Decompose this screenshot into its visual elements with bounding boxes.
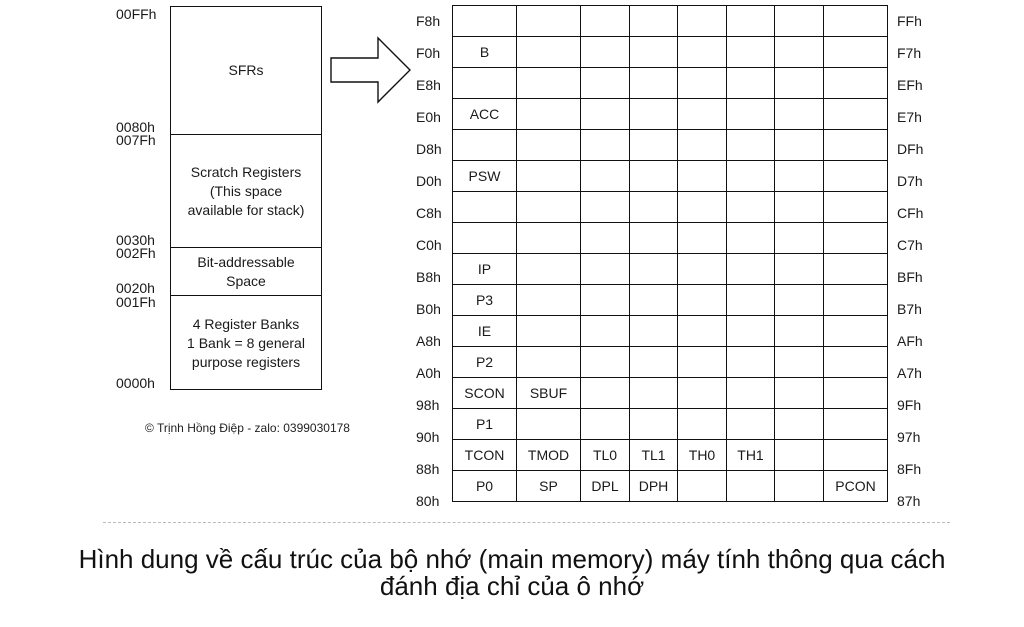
sfr-cell <box>678 285 727 316</box>
sfr-cell: P2 <box>453 347 517 378</box>
sfr-address-end: 87h <box>897 493 921 509</box>
sfr-row <box>453 161 888 192</box>
sfr-cell <box>824 378 888 409</box>
register-banks-line-2: 1 Bank = 8 general <box>187 335 305 351</box>
sfr-cell <box>727 68 775 99</box>
sfr-cell <box>581 37 630 68</box>
sfr-cell <box>775 6 824 37</box>
sfr-cell <box>727 316 775 347</box>
sfr-cell <box>630 347 678 378</box>
sfr-address-start: 98h <box>416 397 440 413</box>
addr-007fh: 007Fh <box>116 132 156 148</box>
sfr-row <box>453 192 888 223</box>
sfr-address-end: DFh <box>897 141 924 157</box>
sfr-cell <box>630 378 678 409</box>
addr-002fh: 002Fh <box>116 245 156 261</box>
sfr-cell <box>678 161 727 192</box>
scratch-line-3: available for stack) <box>187 201 305 218</box>
sfr-row <box>453 37 888 68</box>
sfr-cell: P3 <box>453 285 517 316</box>
sfr-cell <box>630 192 678 223</box>
sfr-cell <box>581 223 630 254</box>
sfr-address-end: BFh <box>897 269 923 285</box>
sfr-cell <box>630 6 678 37</box>
sfr-cell <box>630 161 678 192</box>
sfr-table <box>452 5 888 502</box>
sfr-cell <box>581 161 630 192</box>
sfr-cell <box>824 440 888 471</box>
sfr-cell: TL0 <box>581 440 630 471</box>
sfr-cell <box>678 378 727 409</box>
sfr-row <box>453 68 888 99</box>
sfr-cell <box>824 316 888 347</box>
sfr-row <box>453 130 888 161</box>
bit-addressable-section <box>171 248 321 296</box>
sfr-cell <box>824 409 888 440</box>
sfr-address-end: CFh <box>897 205 924 221</box>
sfr-cell <box>727 409 775 440</box>
sfr-cell <box>581 254 630 285</box>
sfr-cell: PCON <box>824 471 888 502</box>
sfr-cell <box>630 130 678 161</box>
sfr-address-start: 90h <box>416 429 440 445</box>
sfr-cell <box>678 99 727 130</box>
sfr-cell <box>630 223 678 254</box>
bit-addressable-line-1: Bit-addressable <box>197 253 295 270</box>
sfr-address-start: D0h <box>416 173 442 189</box>
sfr-address-start: B8h <box>416 269 441 285</box>
sfr-cell <box>581 192 630 223</box>
sfr-cell: PSW <box>453 161 517 192</box>
sfr-cell <box>727 37 775 68</box>
sfr-cell: DPH <box>630 471 678 502</box>
sfr-cell <box>581 6 630 37</box>
sfr-cell <box>678 316 727 347</box>
sfr-address-end: A7h <box>897 365 922 381</box>
sfr-row <box>453 378 888 409</box>
sfr-address-start: E8h <box>416 77 441 93</box>
sfr-cell <box>678 254 727 285</box>
scratch-line-2: (This space <box>209 182 283 199</box>
sfr-address-start: B0h <box>416 301 441 317</box>
sfr-cell <box>453 6 517 37</box>
sfr-cell: TMOD <box>517 440 581 471</box>
sfr-address-start: A8h <box>416 333 441 349</box>
sfr-cell <box>824 223 888 254</box>
sfr-address-start: 80h <box>416 493 440 509</box>
sfr-cell <box>775 409 824 440</box>
sfr-cell <box>678 223 727 254</box>
sfr-cell <box>824 130 888 161</box>
sfr-cell <box>824 161 888 192</box>
sfr-cell: B <box>453 37 517 68</box>
sfr-address-end: FFh <box>897 13 922 29</box>
sfr-address-end: 97h <box>897 429 921 445</box>
scratch-registers-section <box>171 135 321 248</box>
sfr-cell <box>775 440 824 471</box>
sfr-address-end: AFh <box>897 333 923 349</box>
caption-line-1: Hình dung về cấu trúc của bộ nhớ (main memory) máy tính thông qua cách <box>78 544 946 574</box>
sfr-address-end: B7h <box>897 301 922 317</box>
sfr-cell <box>824 68 888 99</box>
sfr-cell <box>678 130 727 161</box>
sfr-cell <box>678 471 727 502</box>
sfr-cell <box>775 223 824 254</box>
sfr-cell <box>727 347 775 378</box>
sfr-address-start: E0h <box>416 109 441 125</box>
sfr-cell <box>630 409 678 440</box>
sfr-cell <box>517 161 581 192</box>
sfr-cell <box>581 409 630 440</box>
sfrs-section <box>171 7 321 135</box>
sfr-address-end: E7h <box>897 109 922 125</box>
sfr-cell <box>630 316 678 347</box>
sfr-cell <box>581 68 630 99</box>
bit-addressable-line-2: Space <box>226 272 266 289</box>
sfr-cell <box>517 223 581 254</box>
sfr-cell <box>727 254 775 285</box>
addr-001fh: 001Fh <box>116 294 156 310</box>
sfr-cell <box>517 409 581 440</box>
sfr-cell <box>727 471 775 502</box>
sfr-row <box>453 6 888 37</box>
sfr-cell <box>775 285 824 316</box>
caption-line-2: đánh địa chỉ của ô nhớ <box>379 571 645 601</box>
sfr-cell <box>775 37 824 68</box>
sfr-row <box>453 440 888 471</box>
sfr-cell <box>824 192 888 223</box>
sfr-cell <box>727 192 775 223</box>
addr-00ffh: 00FFh <box>116 6 157 22</box>
sfr-cell <box>678 68 727 99</box>
sfr-cell <box>775 99 824 130</box>
sfr-cell <box>453 68 517 99</box>
sfr-address-end: 8Fh <box>897 461 922 477</box>
sfr-cell <box>824 37 888 68</box>
register-banks-line-3: purpose registers <box>191 354 301 370</box>
sfr-cell <box>678 37 727 68</box>
sfr-cell <box>517 68 581 99</box>
copyright-note: © Trịnh Hồng Điệp - zalo: 0399030178 <box>145 421 350 435</box>
sfr-cell: P1 <box>453 409 517 440</box>
arrow-right-icon <box>328 36 414 104</box>
sfr-cell <box>824 285 888 316</box>
sfr-cell <box>581 378 630 409</box>
sfr-row <box>453 471 888 502</box>
sfr-address-start: 88h <box>416 461 440 477</box>
sfr-row <box>453 99 888 130</box>
sfr-address-end: 9Fh <box>897 397 922 413</box>
sfrs-label: SFRs <box>228 62 264 78</box>
sfr-cell: TH1 <box>727 440 775 471</box>
sfr-cell: P0 <box>453 471 517 502</box>
sfr-cell <box>581 99 630 130</box>
sfr-row <box>453 316 888 347</box>
sfr-cell <box>775 161 824 192</box>
sfr-cell <box>727 130 775 161</box>
sfr-row <box>453 254 888 285</box>
sfr-cell <box>581 316 630 347</box>
sfr-cell <box>517 99 581 130</box>
sfr-address-start: D8h <box>416 141 442 157</box>
sfr-address-end: EFh <box>897 77 923 93</box>
sfr-address-start: A0h <box>416 365 441 381</box>
sfr-cell: SP <box>517 471 581 502</box>
sfr-address-end: F7h <box>897 45 922 61</box>
sfr-row <box>453 223 888 254</box>
register-banks-section <box>171 296 321 391</box>
sfr-cell <box>824 99 888 130</box>
sfr-cell <box>517 6 581 37</box>
scratch-line-1: Scratch Registers <box>190 163 302 180</box>
sfr-cell <box>630 68 678 99</box>
sfr-cell <box>678 192 727 223</box>
sfr-cell <box>630 37 678 68</box>
addr-0020h: 0020h <box>116 280 155 296</box>
sfr-cell <box>678 6 727 37</box>
sfr-cell <box>775 192 824 223</box>
sfr-cell <box>727 378 775 409</box>
addr-0000h: 0000h <box>116 375 155 391</box>
sfr-cell <box>775 130 824 161</box>
sfr-cell <box>517 130 581 161</box>
sfr-address-start: C8h <box>416 205 442 221</box>
sfr-cell <box>775 68 824 99</box>
sfr-cell <box>824 254 888 285</box>
divider <box>103 522 950 523</box>
sfr-cell <box>775 471 824 502</box>
sfr-cell: TCON <box>453 440 517 471</box>
sfr-row <box>453 285 888 316</box>
sfr-cell <box>775 378 824 409</box>
sfr-cell <box>824 6 888 37</box>
sfr-cell <box>775 316 824 347</box>
sfr-cell <box>678 347 727 378</box>
register-banks-line-1: 4 Register Banks <box>192 316 300 332</box>
sfr-address-start: C0h <box>416 237 442 253</box>
sfr-cell <box>453 130 517 161</box>
memory-map <box>170 6 322 390</box>
sfr-address-end: D7h <box>897 173 923 189</box>
sfr-cell: DPL <box>581 471 630 502</box>
sfr-cell <box>775 347 824 378</box>
sfr-cell: TL1 <box>630 440 678 471</box>
sfr-cell: SBUF <box>517 378 581 409</box>
sfr-cell <box>824 347 888 378</box>
sfr-address-start: F8h <box>416 13 441 29</box>
sfr-cell <box>581 130 630 161</box>
sfr-cell <box>517 316 581 347</box>
sfr-cell: TH0 <box>678 440 727 471</box>
sfr-cell <box>727 285 775 316</box>
sfr-cell: IE <box>453 316 517 347</box>
sfr-row <box>453 347 888 378</box>
caption <box>0 546 1024 600</box>
sfr-address-end: C7h <box>897 237 923 253</box>
addr-0080h: 0080h <box>116 119 155 135</box>
sfr-cell <box>517 347 581 378</box>
sfr-cell <box>453 192 517 223</box>
addr-0030h: 0030h <box>116 232 155 248</box>
sfr-cell <box>517 254 581 285</box>
sfr-cell <box>727 6 775 37</box>
sfr-cell: ACC <box>453 99 517 130</box>
sfr-cell <box>581 285 630 316</box>
sfr-cell <box>581 347 630 378</box>
sfr-cell <box>775 254 824 285</box>
sfr-address-start: F0h <box>416 45 441 61</box>
sfr-row <box>453 409 888 440</box>
sfr-cell <box>678 409 727 440</box>
sfr-cell <box>453 223 517 254</box>
sfr-cell <box>630 99 678 130</box>
sfr-cell <box>727 161 775 192</box>
sfr-cell <box>727 99 775 130</box>
sfr-cell <box>727 223 775 254</box>
sfr-cell <box>517 192 581 223</box>
sfr-cell <box>517 37 581 68</box>
sfr-cell: IP <box>453 254 517 285</box>
sfr-cell: SCON <box>453 378 517 409</box>
sfr-cell <box>517 285 581 316</box>
sfr-cell <box>630 254 678 285</box>
sfr-cell <box>630 285 678 316</box>
